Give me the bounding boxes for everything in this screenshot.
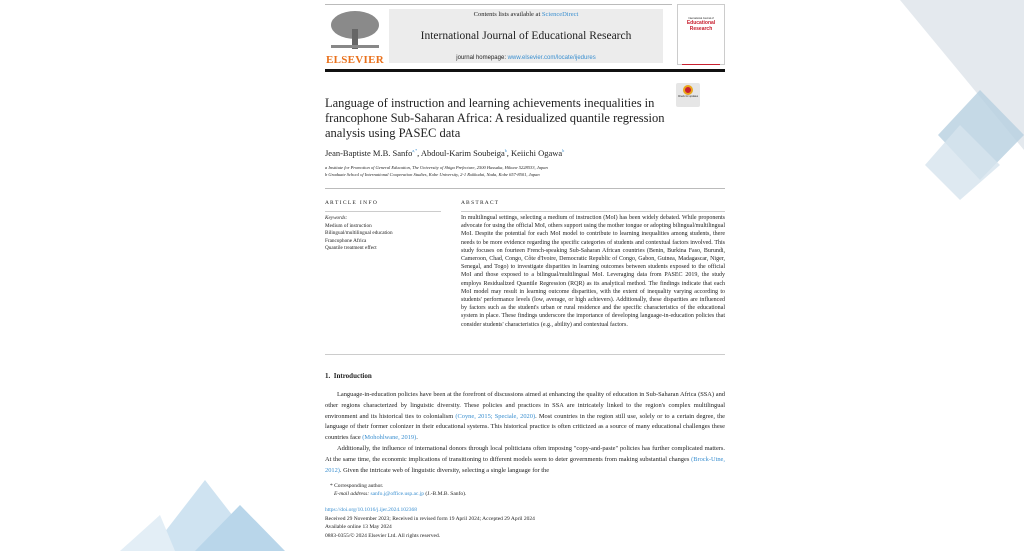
keywords: Keywords: Medium of instruction Bilingual/multilingual education Francophone Africa Quantile treatment effect [325, 215, 393, 251]
email-link[interactable]: sanfo.j@office.usp.ac.jp [370, 491, 424, 497]
footnote: * Corresponding author. E-mail address: sanfo.j@office.usp.ac.jp (J.-B.M.B. Sanfo). [330, 483, 467, 497]
affiliations: a Institute for Promotion of General Education, The University of Shiga Prefecture, 2500 Hassaka, Hikone 5228533, Japan b Graduate School of International Cooperation Studies, Kobe University, 2-1 Rokkodai, Nada, Kobe 657-8501, Japan [325, 165, 548, 177]
citation-link[interactable]: (Coyne, 2015; Speciale, 2020) [455, 412, 536, 420]
header-rule [325, 69, 725, 72]
doi-link[interactable]: https://doi.org/10.1016/j.ijer.2024.102368 [325, 507, 418, 513]
journal-title: International Journal of Educational Research [420, 30, 632, 42]
homepage-link[interactable]: www.elsevier.com/locate/ijedures [507, 55, 596, 61]
article-title: Language of instruction and learning achievements inequalities in francophone Sub-Saharan Africa: A residualized quantile regression analysis using PASEC data [325, 96, 665, 140]
tree-logo-icon [329, 9, 381, 49]
introduction-text: Language-in-education policies have been at the forefront of discussions aimed at enhancing the quality of education in Sub-Saharan Africa (SSA) and other regions characterized by linguistic diversity. These policies and practices in SSA are intricately linked to the region's complex multilingual environment and its historical ties to colonialism (Coyne, 2015; Speciale, 2020). Most countries in the region still use, solely or to a certain degree, the language of their former colonizer in their educational systems. This historical practice is often criticized as a source of many educational challenges these countries face (Mohohlwane, 2019). Additionally, the influence of international donors through local politicians often imposing "copy-and-paste" policies has further complicated matters. At the same time, the economic implications of transitioning to different models seem to deter governments from making substantial changes (Brock-Utne, 2012). Given the intricate web of linguistic diversity, selecting a single language for the [325, 391, 725, 474]
citation-link[interactable]: (Brock-Utne, 2012) [325, 455, 725, 474]
top-rule [325, 4, 672, 5]
journal-cover: International Journal of Educational Research [677, 4, 725, 65]
abstract-heading: A B S T R A C T [461, 200, 499, 206]
divider [325, 211, 441, 212]
citation-link[interactable]: (Mohohlwane, 2019) [362, 434, 417, 442]
article-info-heading: A R T I C L E I N F O [325, 200, 377, 206]
check-for-updates-button[interactable]: Check for updates [676, 83, 700, 107]
elsevier-logo: ELSEVIER [325, 9, 385, 63]
section-heading: 1. Introduction [325, 372, 372, 380]
divider [461, 211, 725, 212]
sciencedirect-link[interactable]: ScienceDirect [541, 11, 579, 18]
publication-info: https://doi.org/10.1016/j.ijer.2024.102368 Received 29 November 2023; Received in revised form 19 April 2024; Accepted 29 April 2024 Available online 13 May 2024 0883-0355/© 2024 Elsevier Ltd. All rights reserved. [325, 507, 535, 539]
divider [325, 188, 725, 189]
journal-header: Contents lists available at ScienceDirect International Journal of Educational Research journal homepage: www.elsevier.com/locate/ijedures [389, 9, 663, 63]
divider [325, 354, 725, 355]
abstract-text: In multilingual settings, selecting a medium of instruction (MoI) has been widely debated. While proponents advocate for using the official MoI, others support using the mother tongue or adopting bilingual/multilingual MoI. Despite the potential for each MoI model to contribute to learning inequalities among students, there needs to be more evidence regarding the specific categories of students and contextual factors involved. This study focuses on fourteen French-speaking Sub-Saharan African countries (Benin, Burkina Faso, Burundi, Cameroon, Chad, Congo, Côte d'Ivoire, Democratic Republic of Congo, Gabon, Guinea, Madagascar, Niger, Senegal, and Togo) to investigate disparities in learning outcomes between students exposed to the official MoI and those exposed to a bilingual/multilingual MoI. Leveraging data from PASEC 2019, the study employs Residualized Quantile Regression (RQR) as its analytical method. The findings indicate that each MoI model may result in learning outcome disparities, with the extent of inequality varying according to students' performance levels (low, average, or high achievers). Additionally, these disparities are influenced by factors such as the student's urban or rural residence and the specific characteristics of the educational system in place. These findings underscore the importance of developing language-in-education policies that consider students' characteristics (e.g., ability) and contextual factors. [461, 215, 725, 328]
author-list: Jean-Baptiste M.B. Sanfo$^{a,*}$, Abdoul-Karim Soubeiga$^b$, Keiichi Ogawa$^b$ [325, 148, 565, 158]
